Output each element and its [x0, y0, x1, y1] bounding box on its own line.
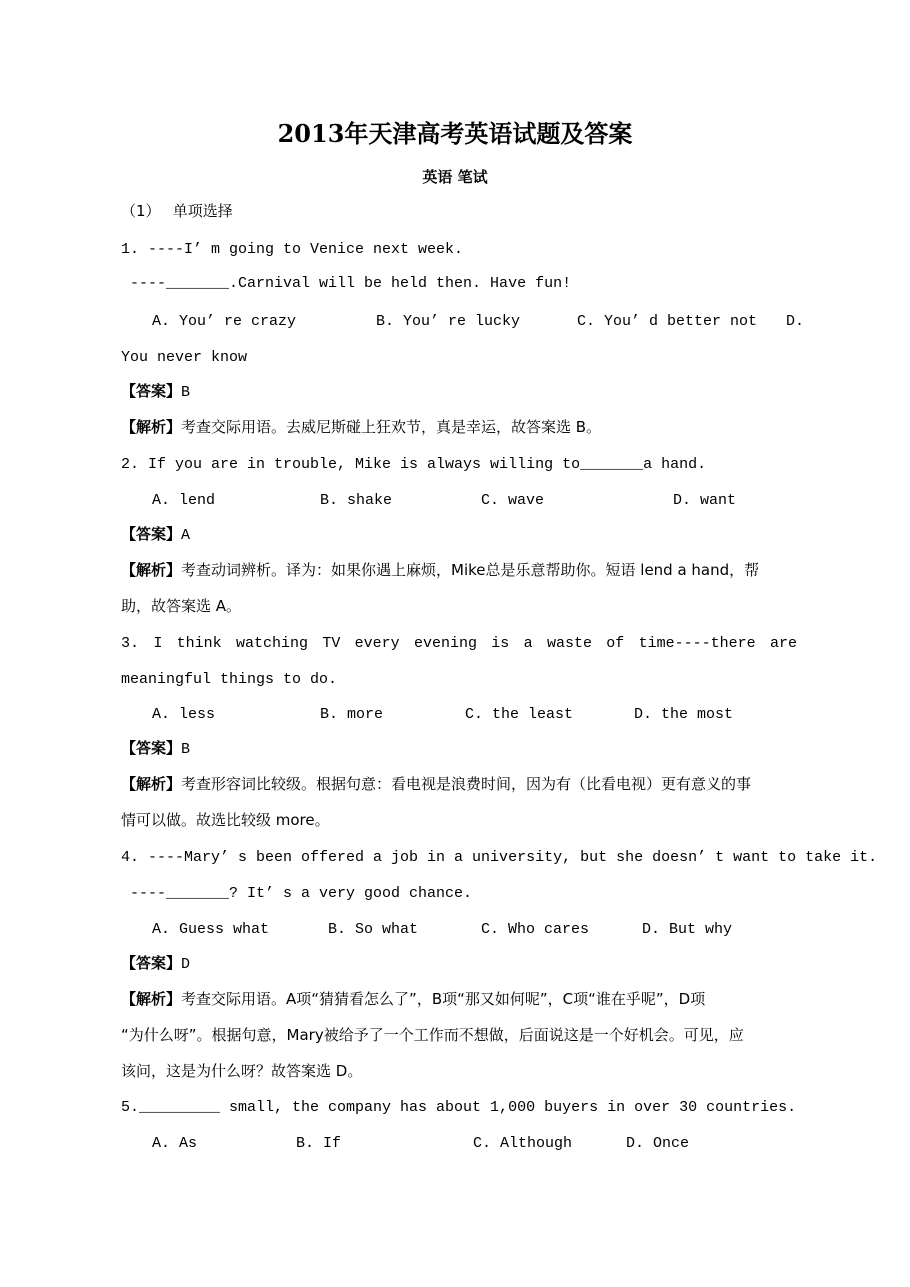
q1-option-a: A. You’ re crazy	[152, 313, 297, 330]
q3-stem-word: a	[523, 635, 533, 652]
analysis-text: 考查形容词比较级。根据句意：看电视是浪费时间，因为有（比看电视）更有意义的事	[181, 775, 752, 793]
q2-option-d: D. want	[673, 492, 737, 509]
q3-stem	[121, 633, 797, 655]
analysis-tag: 【解析】	[121, 775, 182, 793]
q4-option-c: C. Who cares	[481, 921, 590, 938]
analysis-text: 考查交际用语。去威尼斯碰上狂欢节，真是幸运，故答案选 B。	[181, 418, 602, 436]
q1-answer	[121, 380, 190, 404]
analysis-tag: 【解析】	[121, 561, 182, 579]
q4-option-d: D. But why	[642, 921, 733, 938]
q3-stem-word: is	[491, 635, 510, 652]
analysis-tag: 【解析】	[121, 990, 182, 1008]
q3-stem-word: I	[153, 635, 163, 652]
answer-tag: 【答案】	[121, 382, 182, 400]
q3-stem-word: evening	[413, 635, 477, 652]
answer-value: A	[181, 527, 191, 544]
q3-option-d: D. the most	[634, 706, 734, 723]
q3-stem-word: TV	[322, 635, 341, 652]
q1-option-b: B. You’ re lucky	[376, 313, 521, 330]
q2-option-b: B. shake	[320, 492, 393, 509]
q2-option-a: A. lend	[152, 492, 216, 509]
analysis-tag: 【解析】	[121, 418, 182, 436]
q5-option-a: A. As	[152, 1135, 198, 1152]
q4-option-a: A. Guess what	[152, 921, 270, 938]
q3-analysis-2: 情可以做。故选比较级 more。	[121, 811, 330, 829]
q3-stem-2: meaningful things to do.	[121, 671, 338, 688]
q4-analysis-2: “为什么呀”。根据句意，Mary被给予了一个工作而不想做，后面说这是一个好机会。可见，应	[121, 1026, 744, 1044]
q3-stem-word: watching	[235, 635, 308, 652]
q4-analysis	[121, 988, 705, 1010]
q3-stem-word: every	[354, 635, 400, 652]
answer-tag: 【答案】	[121, 525, 182, 543]
answer-value: D	[181, 956, 191, 973]
q1-option-d-text: You never know	[121, 349, 248, 366]
q2-stem: 2. If you are in trouble, Mike is always willing to_______a hand.	[121, 456, 707, 473]
answer-value: B	[181, 741, 191, 758]
q3-option-c: C. the least	[465, 706, 574, 723]
q3-stem-word: of	[606, 635, 625, 652]
page-subtitle: 英语 笔试	[422, 168, 488, 186]
q3-stem-word: think	[176, 635, 222, 652]
q1-option-d: D.	[786, 313, 805, 330]
q5-option-c: C. Although	[473, 1135, 573, 1152]
q3-stem-word: waste	[546, 635, 592, 652]
q3-option-a: A. less	[152, 706, 216, 723]
q3-analysis	[121, 773, 751, 795]
q1-option-c: C. You’ d better not	[577, 313, 758, 330]
page-title: 2013年天津高考英语试题及答案	[277, 119, 633, 148]
answer-tag: 【答案】	[121, 954, 182, 972]
q4-stem: 4. ----Mary’ s been offered a job in a university, but she doesn’ t want to take it.	[121, 849, 878, 866]
q5-option-b: B. If	[296, 1135, 342, 1152]
q3-stem-word: are	[769, 635, 797, 652]
analysis-text: 考查交际用语。A项“猜猜看怎么了”，B项“那又如何呢”，C项“谁在乎呢”，D项	[181, 990, 706, 1008]
q2-option-c: C. wave	[481, 492, 545, 509]
q4-answer	[121, 952, 190, 976]
answer-value: B	[181, 384, 191, 401]
q4-analysis-3: 该问，这是为什么呀？故答案选 D。	[121, 1062, 363, 1080]
q5-option-d: D. Once	[626, 1135, 690, 1152]
analysis-text: 考查动词辨析。译为：如果你遇上麻烦，Mike总是乐意帮助你。短语 lend a hand，帮	[181, 561, 760, 579]
section-heading: （1） 单项选择	[121, 202, 233, 220]
q4-stem-2: ----_______? It’ s a very good chance.	[121, 885, 473, 902]
q5-stem: 5._________ small, the company has about 1,000 buyers in over 30 countries.	[121, 1099, 797, 1116]
q2-analysis-2: 助，故答案选 A。	[121, 597, 242, 615]
q1-stem-2: ----_______.Carnival will be held then. Have fun!	[121, 275, 572, 292]
q3-stem-word: 3.	[121, 635, 140, 652]
q4-option-b: B. So what	[328, 921, 419, 938]
q3-answer	[121, 737, 190, 761]
q2-answer	[121, 523, 190, 547]
q3-option-b: B. more	[320, 706, 384, 723]
q1-analysis	[121, 416, 601, 438]
q2-analysis	[121, 559, 759, 581]
q1-stem: 1. ----I’ m going to Venice next week.	[121, 241, 464, 258]
q3-stem-word: time----there	[638, 635, 756, 652]
answer-tag: 【答案】	[121, 739, 182, 757]
